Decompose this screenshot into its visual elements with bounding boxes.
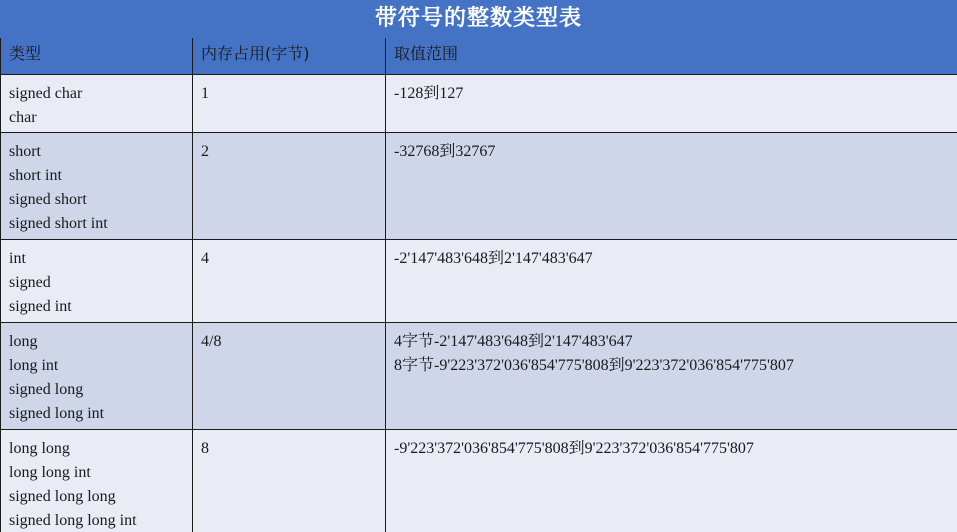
- type-cell: [1, 430, 193, 532]
- size-cell: 2: [193, 133, 386, 240]
- size-cell: 4/8: [193, 323, 386, 430]
- header-size: 内存占用(字节): [193, 38, 386, 75]
- size-cell: 4: [193, 240, 386, 323]
- type-name: int: [9, 250, 26, 267]
- type-name: char: [9, 109, 37, 126]
- integer-types-table: [0, 38, 957, 532]
- type-name: signed char: [9, 85, 83, 102]
- type-name: signed: [9, 274, 51, 291]
- range-cell: [386, 75, 957, 133]
- table-row: [1, 75, 957, 133]
- table-row: [1, 133, 957, 240]
- range-cell: [386, 240, 957, 323]
- type-name: long int: [9, 357, 59, 374]
- type-cell: [1, 75, 193, 133]
- table-row: [1, 240, 957, 323]
- type-name: short int: [9, 167, 62, 184]
- type-name: long long: [9, 440, 70, 457]
- range-cell: [386, 430, 957, 532]
- table-row: [1, 430, 957, 532]
- range-value: 4字节-2'147'483'648到2'147'483'647: [394, 333, 633, 350]
- range-value: -2'147'483'648到2'147'483'647: [394, 250, 593, 267]
- header-range: 取值范围: [386, 38, 957, 75]
- type-name: short: [9, 143, 41, 160]
- type-name: signed long int: [9, 405, 105, 422]
- type-cell: [1, 133, 193, 240]
- type-name: signed short int: [9, 215, 108, 232]
- range-value: -128到127: [394, 85, 464, 102]
- table-title: 带符号的整数类型表: [0, 0, 957, 38]
- size-cell: 1: [193, 75, 386, 133]
- range-value: -9'223'372'036'854'775'808到9'223'372'036'854'775'807: [394, 440, 754, 457]
- header-row: [1, 38, 957, 75]
- type-name: long: [9, 333, 38, 350]
- header-type: 类型: [1, 38, 193, 75]
- range-cell: [386, 133, 957, 240]
- type-name: signed short: [9, 191, 87, 208]
- type-name: signed long long int: [9, 512, 137, 529]
- type-name: signed int: [9, 298, 72, 315]
- type-name: signed long long: [9, 488, 116, 505]
- range-cell: [386, 323, 957, 430]
- type-cell: [1, 323, 193, 430]
- size-cell: 8: [193, 430, 386, 532]
- table-row: [1, 323, 957, 430]
- range-value: 8字节-9'223'372'036'854'775'808到9'223'372'036'854'775'807: [394, 357, 794, 374]
- range-value: -32768到32767: [394, 143, 496, 160]
- type-name: signed long: [9, 381, 84, 398]
- type-cell: [1, 240, 193, 323]
- type-name: long long int: [9, 464, 91, 481]
